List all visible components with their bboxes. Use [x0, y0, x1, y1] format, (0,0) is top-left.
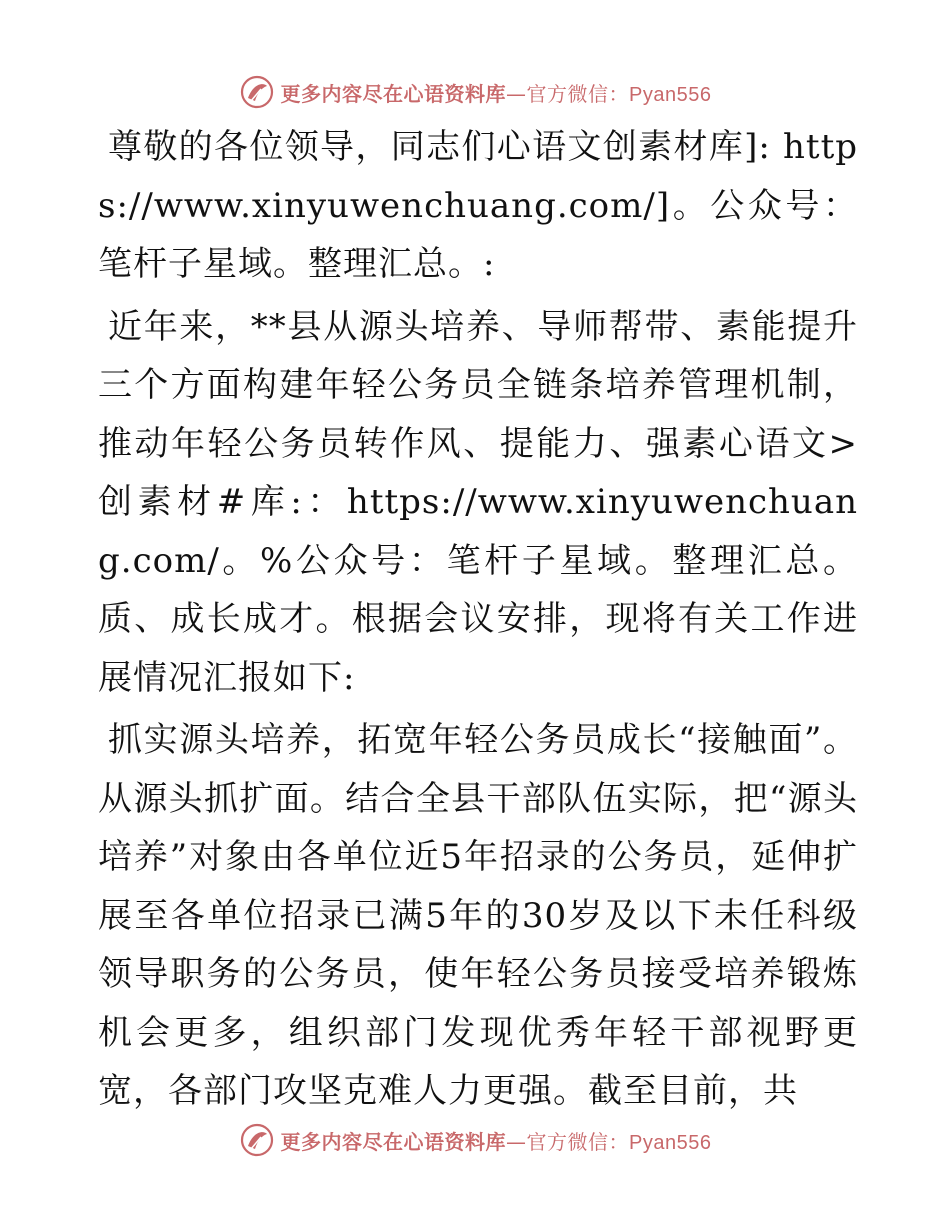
watermark-wechat-id: Pyan556 [629, 1131, 712, 1154]
footer-watermark [0, 1120, 950, 1160]
watermark-main-text: 更多内容尽在心语资料库 [280, 81, 507, 106]
watermark-wechat-label: 官方微信： [526, 1129, 630, 1154]
paragraph-source-training: 抓实源头培养，拓宽年轻公务员成长“接触面”。从源头抓扩面。结合全县干部队伍实际，把“源头培养”对象由各单位近5年招录的公务员，延伸扩展至各单位招录已满5年的30岁及以下未任科级领导职务的公务员，使年轻公务员接受培养锻炼机会更多，组织部门发现优秀年轻干部视野更宽，各部门攻坚克难人力更强。截至目前，共 [98, 720, 858, 1111]
watermark-logo-icon [239, 1122, 275, 1158]
paragraph-intro: 近年来，**县从源头培养、导师帮带、素能提升三个方面构建年轻公务员全链条培养管理机制，推动年轻公务员转作风、提能力、强素心语文>创素材#库:：https://www.xinyuwenchuang.com/。%公众号：笔杆子星域。整理汇总。质、成长成才。根据会议安排，现将有关工作进展情况汇报如下: [98, 306, 858, 698]
watermark-text [281, 78, 712, 107]
watermark-text [281, 1126, 712, 1155]
header-watermark [0, 72, 950, 112]
watermark-logo-icon [239, 74, 275, 110]
watermark-main-text: 更多内容尽在心语资料库 [280, 1129, 507, 1154]
watermark-wechat-label: 官方微信： [526, 81, 630, 106]
watermark-separator: — [506, 81, 527, 106]
watermark-separator: — [506, 1129, 527, 1154]
watermark-wechat-id: Pyan556 [629, 83, 712, 106]
document-body [98, 118, 858, 1123]
paragraph-salutation: 尊敬的各位领导，同志们心语文创素材库]: https://www.xinyuwenchuang.com/]。公众号：笔杆子星域。整理汇总。: [98, 127, 858, 284]
